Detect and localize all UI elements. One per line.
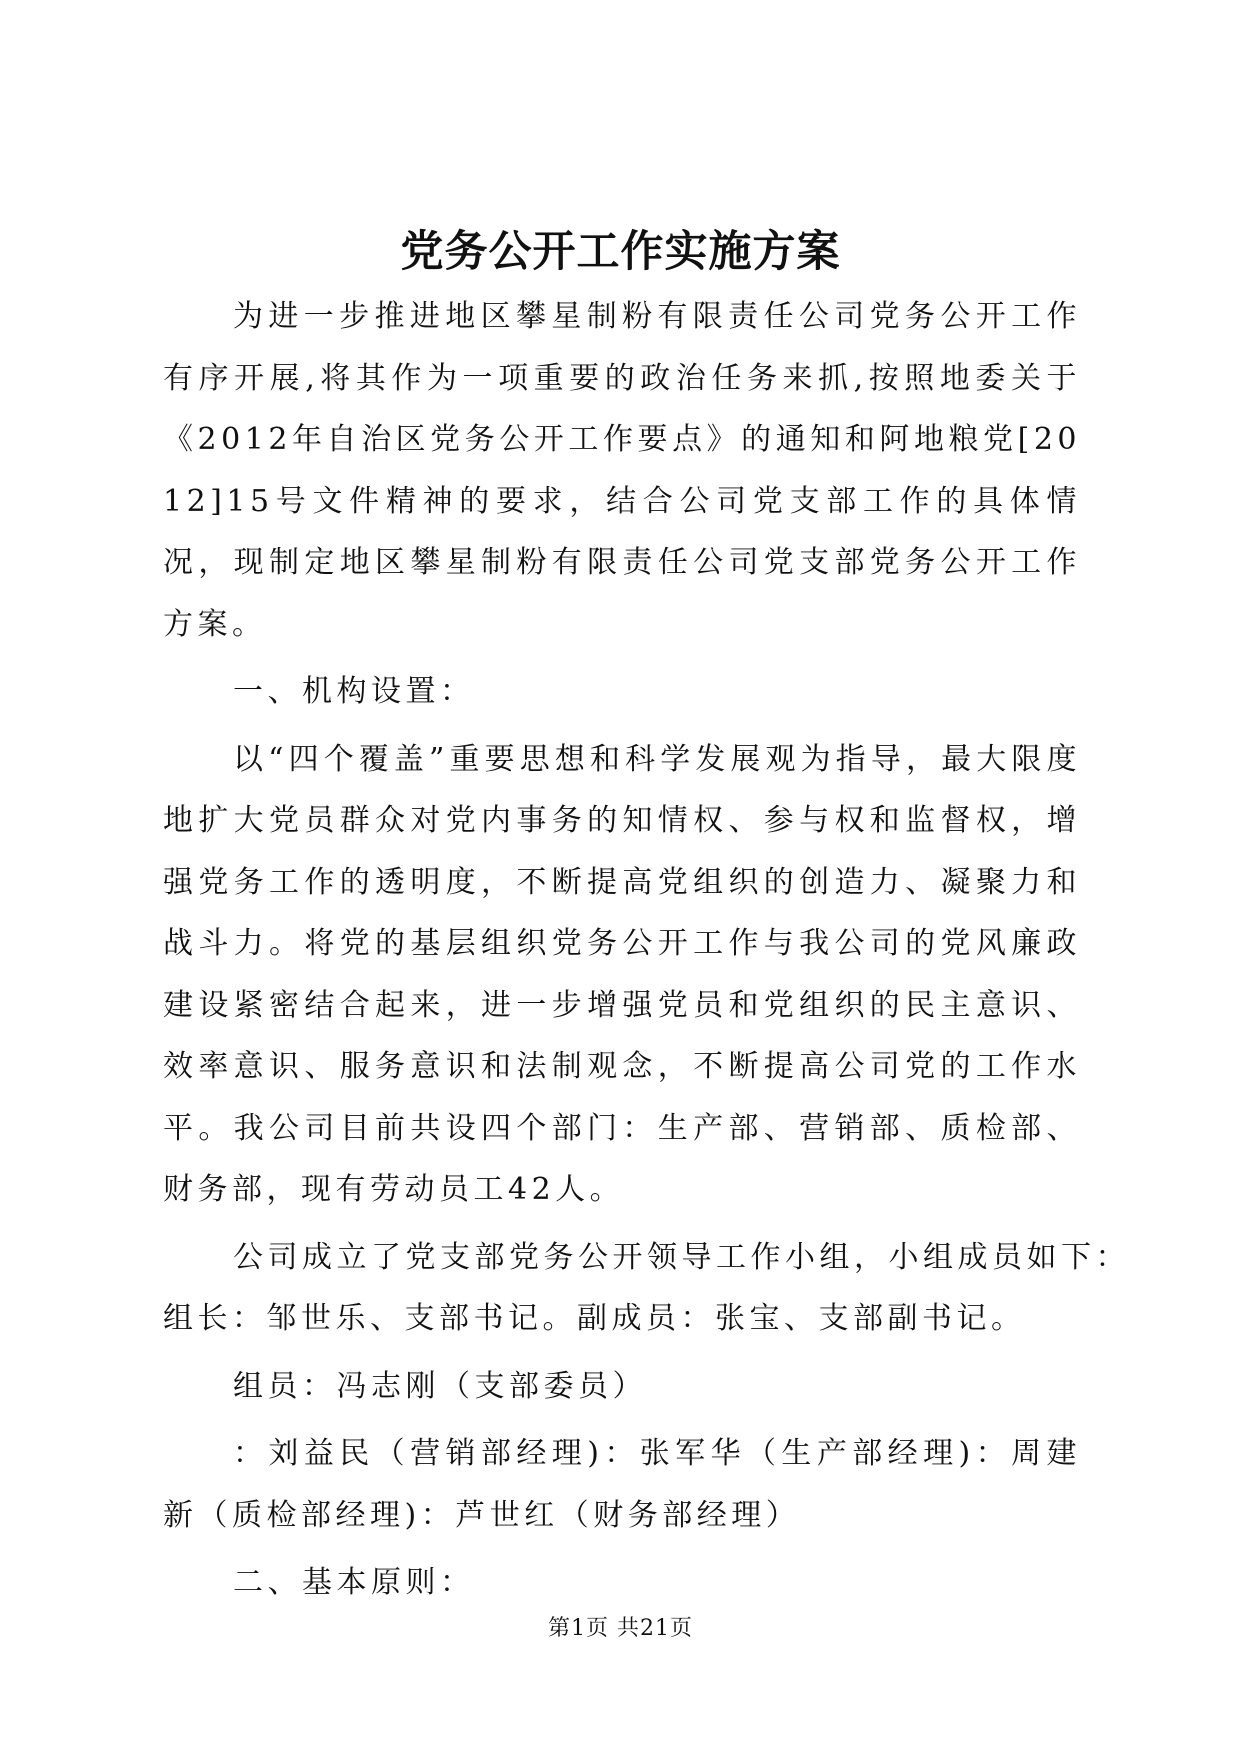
- intro-paragraph: 为进一步推进地区攀星制粉有限责任公司党务公开工作有序开展,将其作为一项重要的政治任务来抓,按照地委关于《2012年自治区党务公开工作要点》的通知和阿地粮党[2012]15号文件精神的要求，结合公司党支部工作的具体情况，现制定地区攀星制粉有限责任公司党支部党务公开工作方案。: [163, 299, 1081, 642]
- group-members-paragraph: ：刘益民（营销部经理)：张军华（生产部经理)：周建新（质检部经理)：芦世红（财务部经理）: [163, 1436, 1081, 1533]
- document-body: [163, 286, 1130, 1614]
- group-member-line: 组员：冯志刚（支部委员）: [233, 1368, 647, 1404]
- group-intro-line: 公司成立了党支部党务公开领导工作小组，小组成员如下：: [233, 1239, 1130, 1275]
- document-title: 党务公开工作实施方案: [400, 227, 841, 277]
- section-heading-principles: 二、基本原则：: [233, 1565, 475, 1600]
- organization-paragraph: 以“四个覆盖”重要思想和科学发展观为指导，最大限度地扩大党员群众对党内事务的知情权、参与权和监督权，增强党务工作的透明度，不断提高党组织的创造力、凝聚力和战斗力。将党的基层组织党务公开工作与我公司的党风廉政建设紧密结合起来，进一步增强党员和党组织的民主意识、效率意识、服务意识和法制观念，不断提高公司党的工作水平。我公司目前共设四个部门：生产部、营销部、质检部、财务部，现有劳动员工42人。: [163, 741, 1081, 1207]
- section-heading-organization: 一、机构设置：: [233, 674, 475, 709]
- group-leader-line: 组长：邹世乐、支部书记。副成员：张宝、支部副书记。: [163, 1301, 1026, 1336]
- page-footer: 第1页 共21页: [548, 1616, 693, 1641]
